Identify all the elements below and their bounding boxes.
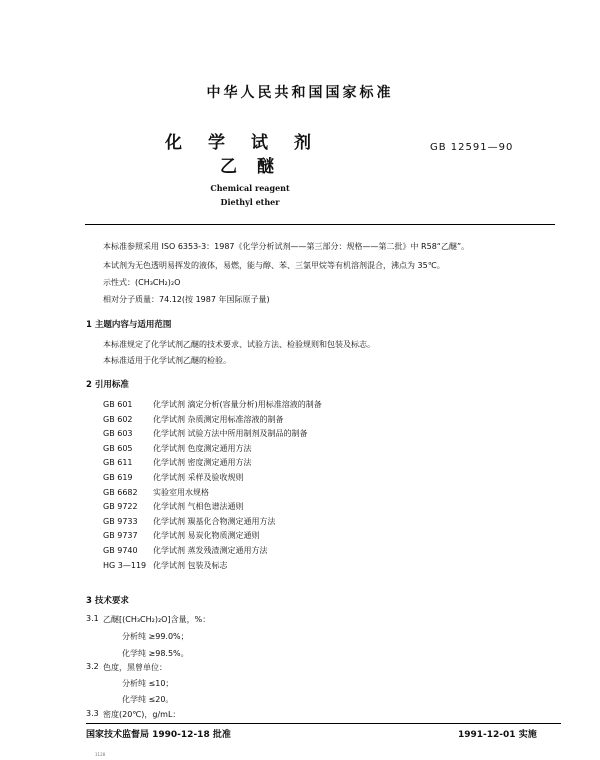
intro-line: 本标准参照采用 ISO 6353-3：1987《化学分析试剂——第三部分：规格——第二批》中 R58“乙醚”。 (103, 242, 470, 251)
page-stamp: 1128 (95, 752, 106, 757)
standard-number: GB 12591—90 (430, 142, 514, 153)
document-title: 化学试剂 (165, 133, 337, 153)
reference-title: 化学试剂 气相色谱法通则 (153, 502, 244, 512)
clause-text: 化学纯 ≥98.5%。 (122, 649, 189, 658)
reference-code: GB 602 (103, 414, 133, 424)
implementation-date: 1991-12-01 实施 (458, 730, 537, 740)
reference-item (103, 414, 284, 425)
clause-text: 分析纯 ≤10； (122, 679, 174, 688)
reference-item (103, 457, 252, 468)
reference-code: GB 9722 (103, 502, 138, 512)
reference-title: 化学试剂 蒸发残渣测定通用方法 (153, 546, 268, 555)
document-subtitle: 乙醚 (220, 157, 294, 177)
clause-text: 色度，黑曾单位： (103, 663, 167, 672)
section-2-title: 2 引用标准 (86, 380, 129, 390)
clause-text: 密度(20℃)，g/mL： (103, 710, 181, 719)
reference-title: 实验室用水规格 (153, 487, 209, 497)
reference-item (103, 501, 244, 512)
reference-code: GB 9737 (103, 531, 138, 541)
reference-title: 化学试剂 采样及验收规则 (153, 473, 244, 482)
english-subtitle: Diethyl ether (220, 197, 280, 207)
reference-title: 化学试剂 包装及标志 (153, 560, 228, 570)
reference-title: 化学试剂 易炭化物质测定通则 (153, 531, 260, 541)
reference-item (103, 530, 260, 541)
reference-code: GB 6682 (103, 487, 138, 497)
clause-text: 分析纯 ≥99.0%； (122, 632, 189, 641)
approval-line: 国家技术监督局 1990-12-18 批准 (86, 730, 231, 740)
section-1-title: 1 主题内容与适用范围 (86, 320, 172, 330)
footer-rule (86, 723, 561, 724)
section-1-paragraph: 本标准规定了化学试剂乙醚的技术要求、试验方法、检验规则和包装及标志。 (103, 340, 375, 349)
section-1-paragraph: 本标准适用于化学试剂乙醚的检验。 (103, 356, 231, 365)
reference-code: GB 619 (103, 473, 133, 482)
reference-item (103, 428, 308, 439)
clause-number: 3.1 (86, 614, 99, 623)
clause-text: 化学纯 ≤20。 (122, 695, 174, 704)
clause-number: 3.2 (86, 662, 99, 671)
reference-code: GB 603 (103, 429, 133, 439)
reference-item (103, 443, 252, 454)
reference-title: 化学试剂 试验方法中所用制剂及制品的制备 (153, 429, 308, 439)
reference-code: HG 3—119 (103, 560, 147, 570)
reference-code: GB 601 (103, 400, 133, 409)
reference-item (103, 487, 209, 498)
clause-number: 3.3 (86, 709, 99, 718)
reference-item (103, 399, 322, 410)
document-header: 中华人民共和国国家标准 (206, 85, 394, 101)
intro-line: 相对分子质量：74.12(按 1987 年国际原子量) (103, 295, 270, 304)
reference-code: GB 9740 (103, 546, 138, 555)
reference-title: 化学试剂 滴定分析(容量分析)用标准溶液的制备 (153, 400, 322, 409)
top-rule (85, 224, 555, 225)
reference-code: GB 605 (103, 443, 133, 453)
reference-code: GB 9733 (103, 516, 138, 526)
reference-title: 化学试剂 密度测定通用方法 (153, 458, 252, 468)
reference-item (103, 472, 244, 483)
reference-code: GB 611 (103, 458, 133, 468)
reference-item (103, 516, 276, 527)
reference-title: 化学试剂 色度测定通用方法 (153, 443, 252, 453)
intro-line: 示性式：(CH₃CH₂)₂O (103, 278, 181, 287)
reference-title: 化学试剂 杂质测定用标准溶液的制备 (153, 414, 284, 424)
section-3-title: 3 技术要求 (86, 596, 129, 606)
intro-line: 本试剂为无色透明易挥发的液体，易燃，能与醇、苯、三氯甲烷等有机溶剂混合，沸点为 35℃。 (103, 261, 445, 270)
reference-title: 化学试剂 羰基化合物测定通用方法 (153, 516, 276, 526)
english-title: Chemical reagent (210, 183, 290, 193)
reference-item (103, 560, 228, 571)
clause-text: 乙醚[(CH₃CH₂)₂O]含量，%： (103, 615, 211, 624)
reference-item (103, 545, 268, 556)
